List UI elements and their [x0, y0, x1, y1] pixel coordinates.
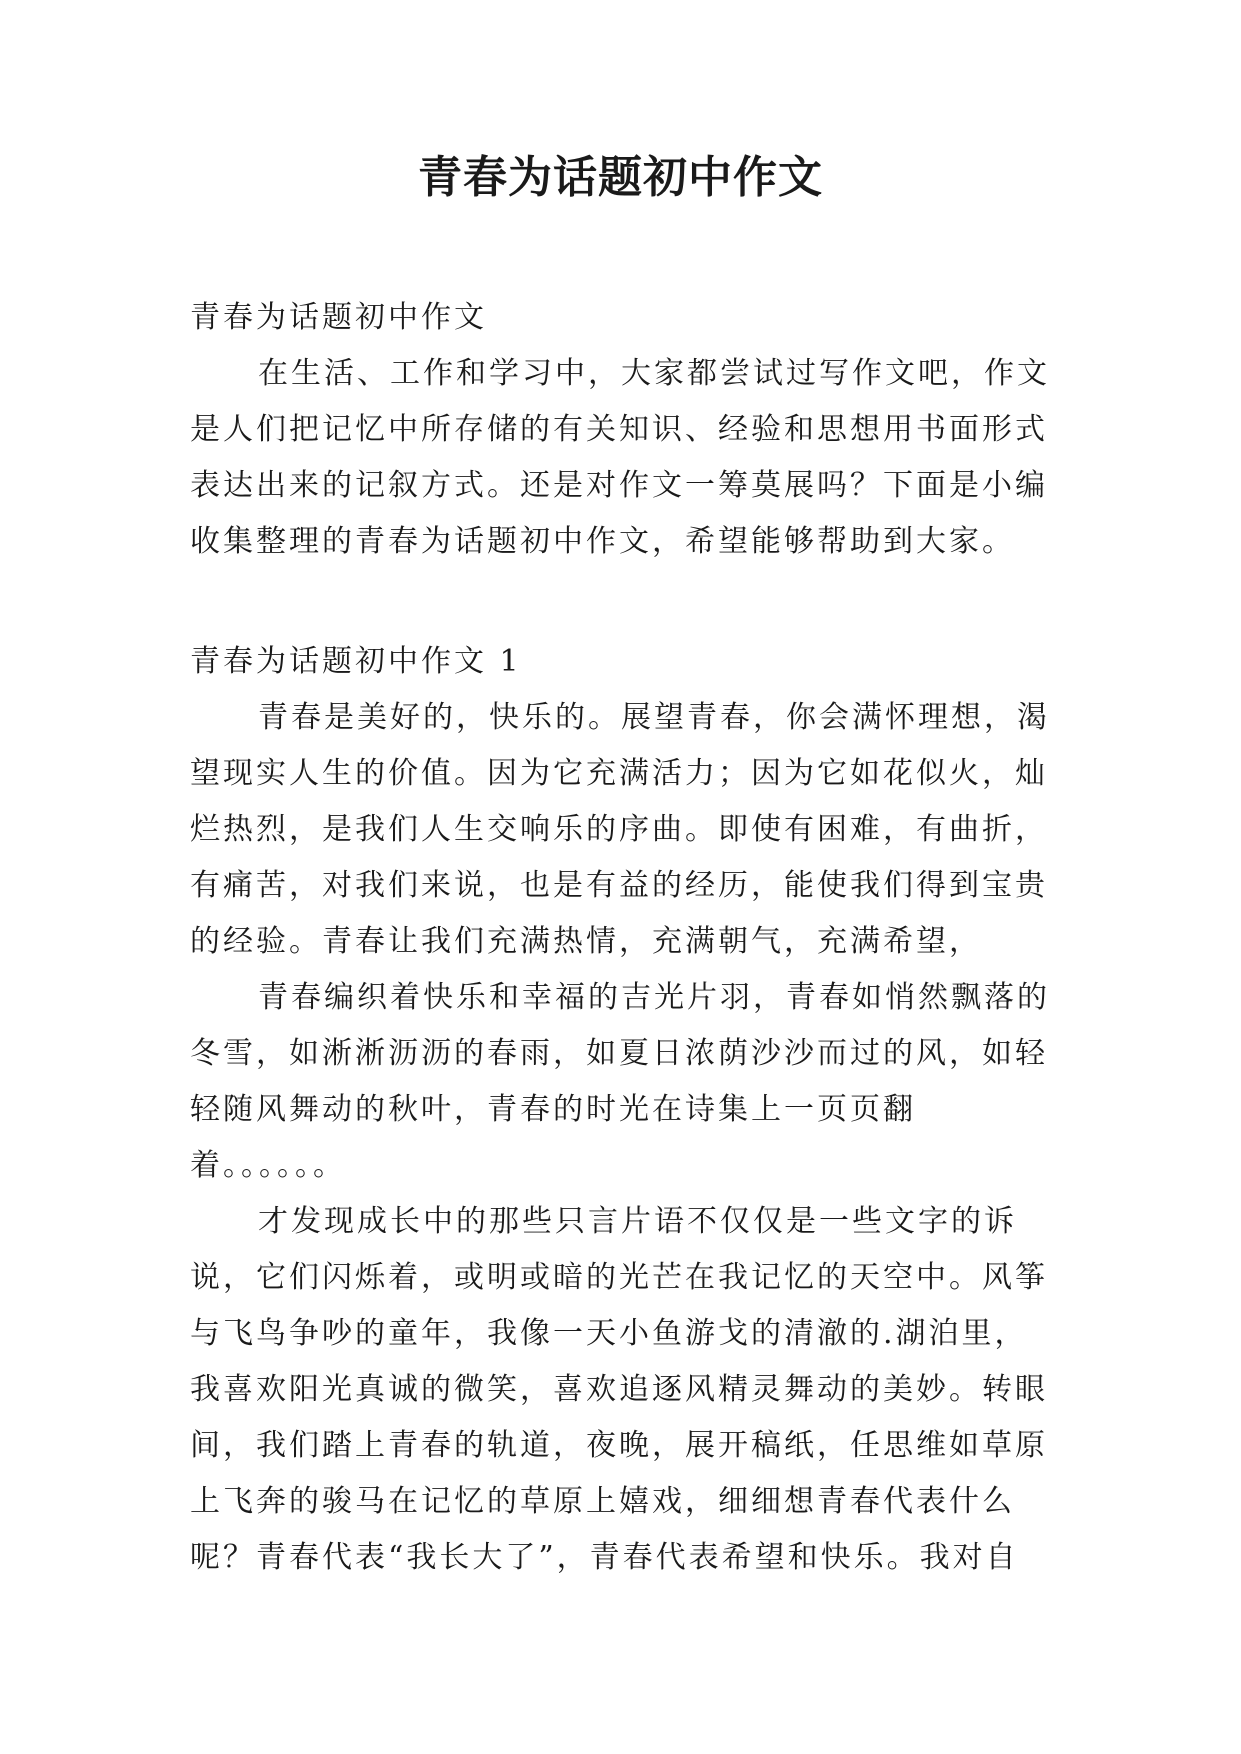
essay-body: [190, 690, 1054, 1586]
essay-paragraph-1: 青春是美好的，快乐的。展望青春，你会满怀理想，渴望现实人生的价值。因为它充满活力；因为它如花似火，灿烂热烈，是我们人生交响乐的序曲。即使有困难，有曲折，有痛苦，对我们来说，也是有益的经历，能使我们得到宝贵的经验。青春让我们充满热情，充满朝气，充满希望，: [190, 700, 1050, 959]
essay-paragraph-2: 青春编织着快乐和幸福的吉光片羽，青春如悄然飘落的冬雪，如淅淅沥沥的春雨，如夏日浓荫沙沙而过的风，如轻轻随风舞动的秋叶，青春的时光在诗集上一页页翻着。。。。。。: [190, 980, 1050, 1183]
essay-heading: 青春为话题初中作文 1: [190, 644, 522, 679]
section-subtitle: 青春为话题初中作文: [190, 300, 487, 335]
essay-paragraph-3: 才发现成长中的那些只言片语不仅仅是一些文字的诉说，它们闪烁着，或明或暗的光芒在我记忆的天空中。风筝与飞鸟争吵的童年，我像一天小鱼游戈的清澈的.湖泊里，我喜欢阳光真诚的微笑，喜欢追逐风精灵舞动的美妙。转眼间，我们踏上青春的轨道，夜晚，展开稿纸，任思维如草原上飞奔的骏马在记忆的草原上嬉戏，细细想青春代表什么呢？青春代表“我长大了”，青春代表希望和快乐。我对自: [190, 1204, 1048, 1575]
intro-paragraph: 在生活、工作和学习中，大家都尝试过写作文吧，作文是人们把记忆中所存储的有关知识、经验和思想用书面形式表达出来的记叙方式。还是对作文一筹莫展吗？下面是小编收集整理的青春为话题初中作文，希望能够帮助到大家。: [190, 356, 1050, 559]
document-title: 青春为话题初中作文: [418, 152, 823, 203]
